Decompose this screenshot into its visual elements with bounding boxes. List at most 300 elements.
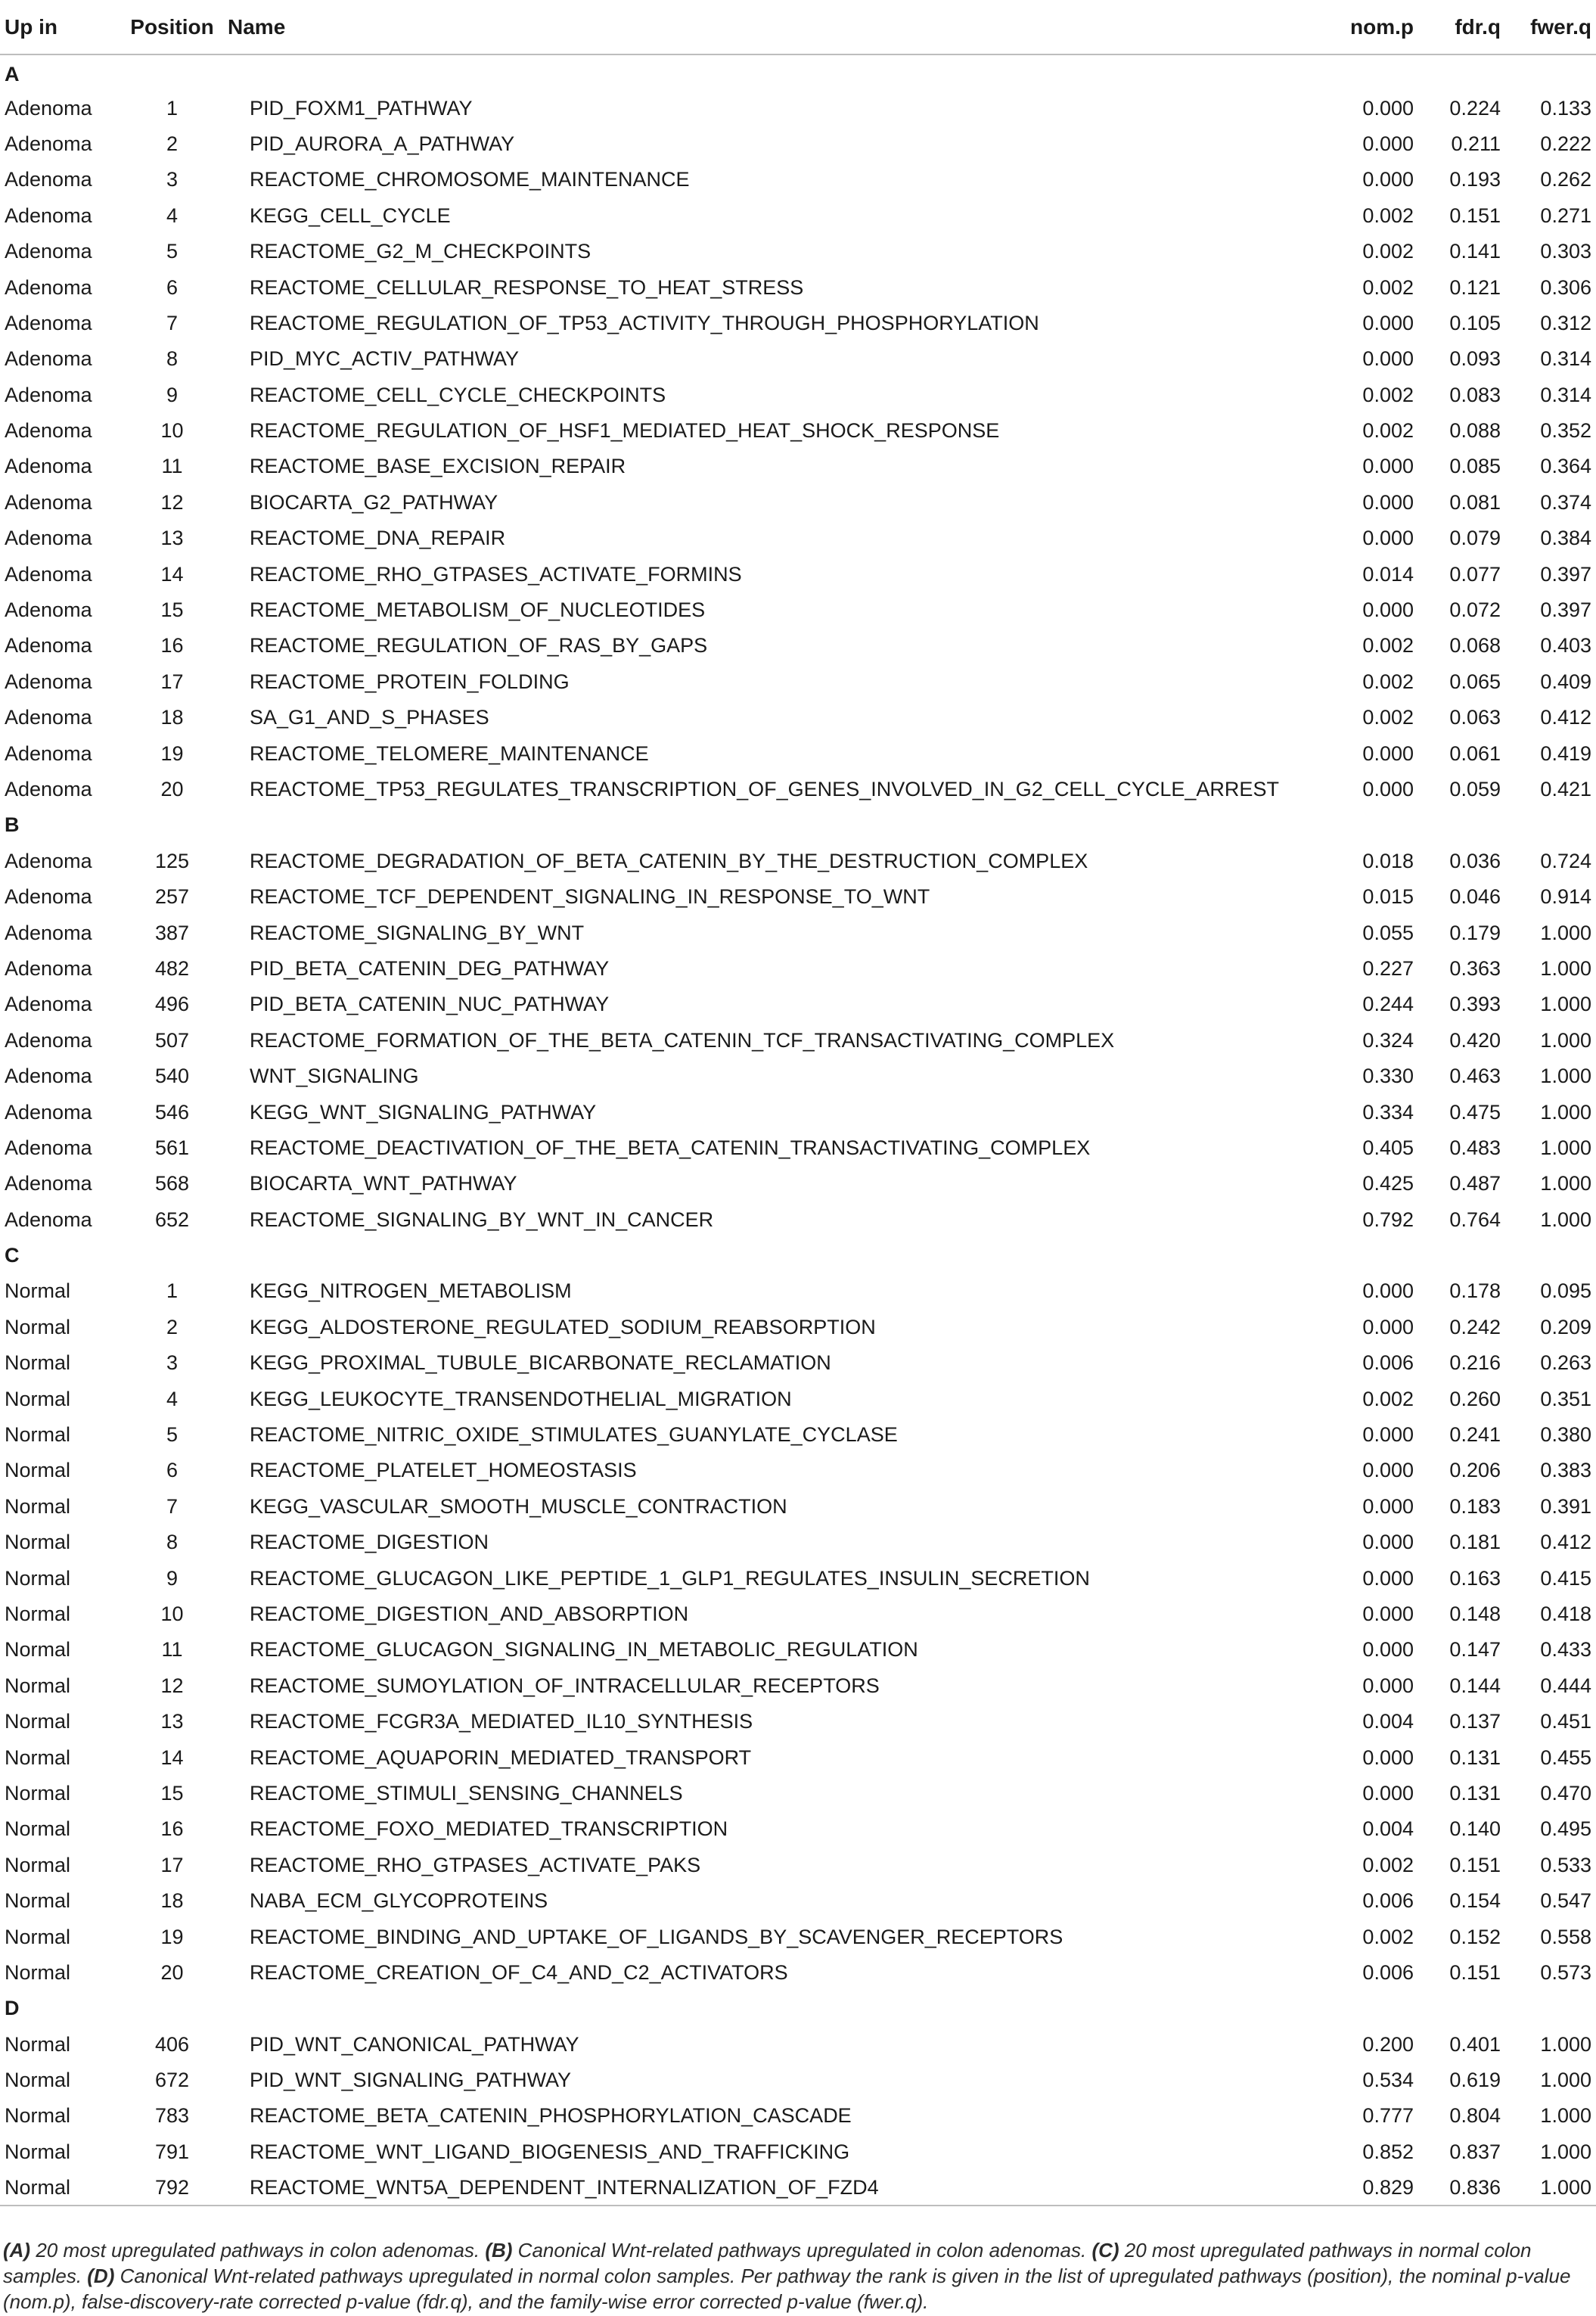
cell-name: REACTOME_PROTEIN_FOLDING [250, 670, 570, 693]
cell-position: 15 [160, 1781, 184, 1805]
cell-position: 7 [166, 1494, 179, 1518]
cell-name: REACTOME_FORMATION_OF_THE_BETA_CATENIN_TCF_TRANSACTIVATING_COMPLEX [250, 1028, 1115, 1052]
cell-name: REACTOME_GLUCAGON_LIKE_PEPTIDE_1_GLP1_REGULATES_INSULIN_SECRETION [250, 1566, 1090, 1590]
cell-up-in: Adenoma [5, 96, 92, 120]
cell-name: KEGG_ALDOSTERONE_REGULATED_SODIUM_REABSORPTION [250, 1315, 876, 1338]
table-row [0, 198, 1596, 234]
cell-nom-p: 0.792 [1362, 1208, 1414, 1231]
cell-position: 387 [154, 921, 190, 944]
table-row [0, 1560, 1596, 1596]
cell-up-in: Normal [5, 1746, 71, 1769]
cell-nom-p: 0.200 [1362, 2032, 1414, 2056]
table-row [0, 1704, 1596, 1739]
cell-fwer-q: 1.000 [1540, 956, 1591, 980]
cell-nom-p: 0.000 [1362, 1746, 1414, 1769]
cell-name: BIOCARTA_WNT_PATHWAY [250, 1172, 517, 1195]
cell-up-in: Adenoma [5, 885, 92, 909]
table-row [0, 449, 1596, 484]
cell-fdr-q: 0.072 [1449, 598, 1501, 622]
cell-up-in: Normal [5, 1423, 71, 1447]
cell-name: PID_FOXM1_PATHWAY [250, 96, 473, 120]
cell-position: 19 [160, 741, 184, 765]
cell-fwer-q: 0.314 [1540, 383, 1591, 406]
cell-name: BIOCARTA_G2_PATHWAY [250, 490, 498, 514]
cell-position: 3 [166, 168, 179, 191]
cell-position: 18 [160, 1889, 184, 1913]
cell-fdr-q: 0.063 [1449, 706, 1501, 729]
cell-fdr-q: 0.242 [1449, 1315, 1501, 1338]
cell-position: 13 [160, 1710, 184, 1733]
cell-fdr-q: 0.036 [1449, 849, 1501, 872]
cell-up-in: Normal [5, 1817, 71, 1841]
table-row [0, 1345, 1596, 1381]
header-fwer-q: fwer.q [1505, 0, 1596, 54]
table-row [0, 485, 1596, 521]
cell-nom-p: 0.405 [1362, 1136, 1414, 1159]
cell-fwer-q: 0.397 [1540, 562, 1591, 586]
cell-fwer-q: 0.419 [1540, 741, 1591, 765]
cell-fdr-q: 0.183 [1449, 1494, 1501, 1518]
cell-nom-p: 0.006 [1362, 1351, 1414, 1375]
cell-name: REACTOME_SIGNALING_BY_WNT_IN_CANCER [250, 1208, 714, 1231]
table-row [0, 1059, 1596, 1094]
cell-position: 17 [160, 670, 184, 693]
cell-up-in: Adenoma [5, 562, 92, 586]
header-nom-p: nom.p [1312, 0, 1418, 54]
cell-position: 1 [166, 96, 179, 120]
cell-fdr-q: 0.224 [1449, 96, 1501, 120]
cell-position: 10 [160, 419, 184, 443]
table-row [0, 700, 1596, 735]
cell-up-in: Adenoma [5, 778, 92, 800]
cell-nom-p: 0.000 [1362, 490, 1414, 514]
cell-fdr-q: 0.148 [1449, 1602, 1501, 1625]
cell-fdr-q: 0.105 [1449, 311, 1501, 334]
cell-position: 4 [166, 204, 179, 227]
cell-up-in: Normal [5, 1494, 71, 1518]
cell-fdr-q: 0.147 [1449, 1638, 1501, 1662]
cell-up-in: Adenoma [5, 1065, 92, 1088]
cell-nom-p: 0.244 [1362, 993, 1414, 1016]
cell-fwer-q: 0.421 [1540, 778, 1591, 800]
cell-fwer-q: 0.451 [1540, 1710, 1591, 1733]
cell-name: SA_G1_AND_S_PHASES [250, 706, 489, 729]
cell-name: REACTOME_REGULATION_OF_HSF1_MEDIATED_HEAT_SHOCK_RESPONSE [250, 419, 1000, 443]
cell-fwer-q: 1.000 [1540, 921, 1591, 944]
cell-fwer-q: 0.495 [1540, 1817, 1591, 1841]
table-row [0, 735, 1596, 771]
caption-text-c: 20 most upregulated pathways in normal colon samples. [3, 2239, 1532, 2287]
cell-nom-p: 0.000 [1362, 1459, 1414, 1482]
cell-name: REACTOME_NITRIC_OXIDE_STIMULATES_GUANYLATE_CYCLASE [250, 1423, 898, 1447]
section-label: B [5, 813, 20, 837]
cell-fwer-q: 0.374 [1540, 490, 1591, 514]
cell-nom-p: 0.002 [1362, 1925, 1414, 1948]
cell-up-in: Normal [5, 1710, 71, 1733]
cell-nom-p: 0.002 [1362, 240, 1414, 263]
cell-fwer-q: 0.558 [1540, 1925, 1591, 1948]
caption-text-d: Canonical Wnt-related pathways upregulated in normal colon samples. Per pathway the rank is given in the list of upregulated pathways (position), the nominal p-value (nom.p), false-discovery-rate corrected p-value (fdr.q), and the family-wise error corrected p-value (fwer.q). [3, 2265, 1571, 2313]
cell-name: REACTOME_CELLULAR_RESPONSE_TO_HEAT_STRESS [250, 275, 804, 299]
cell-fdr-q: 0.836 [1418, 2170, 1505, 2206]
cell-fwer-q: 0.409 [1540, 670, 1591, 693]
cell-nom-p: 0.002 [1362, 1853, 1414, 1876]
table-row [0, 1417, 1596, 1453]
cell-fwer-q: 0.383 [1540, 1459, 1591, 1482]
table-row [0, 1023, 1596, 1059]
table-header [0, 0, 1596, 54]
cell-name: PID_WNT_SIGNALING_PATHWAY [250, 2069, 572, 2092]
cell-position: 507 [154, 1028, 190, 1052]
table-row [0, 1094, 1596, 1130]
cell-fdr-q: 0.619 [1449, 2069, 1501, 2092]
cell-up-in: Normal [5, 1674, 71, 1697]
caption-text-a: 20 most upregulated pathways in colon adenomas. [30, 2239, 486, 2262]
cell-name: PID_BETA_CATENIN_DEG_PATHWAY [250, 956, 610, 980]
cell-name: KEGG_VASCULAR_SMOOTH_MUSCLE_CONTRACTION [250, 1494, 787, 1518]
cell-name: REACTOME_SIGNALING_BY_WNT [250, 921, 585, 944]
cell-fwer-q: 0.403 [1540, 634, 1591, 657]
cell-nom-p: 0.004 [1362, 1817, 1414, 1841]
cell-name: PID_AURORA_A_PATHWAY [250, 132, 515, 155]
cell-fdr-q: 0.059 [1449, 778, 1501, 800]
table-row [0, 1525, 1596, 1560]
cell-fwer-q: 0.352 [1540, 419, 1591, 443]
cell-fdr-q: 0.178 [1449, 1279, 1501, 1303]
cell-up-in: Adenoma [5, 311, 92, 334]
cell-nom-p: 0.014 [1362, 562, 1414, 586]
table-row [0, 162, 1596, 197]
cell-position: 6 [166, 1459, 179, 1482]
cell-fdr-q: 0.401 [1449, 2032, 1501, 2056]
cell-nom-p: 0.006 [1362, 1889, 1414, 1913]
cell-fwer-q: 0.364 [1540, 455, 1591, 478]
cell-fwer-q: 1.000 [1540, 1172, 1591, 1195]
cell-up-in: Normal [5, 1889, 71, 1913]
cell-nom-p: 0.000 [1362, 527, 1414, 550]
cell-fwer-q: 0.271 [1540, 204, 1591, 227]
cell-name: KEGG_LEUKOCYTE_TRANSENDOTHELIAL_MIGRATION [250, 1387, 792, 1410]
cell-name: REACTOME_RHO_GTPASES_ACTIVATE_FORMINS [250, 562, 742, 586]
cell-name: REACTOME_CHROMOSOME_MAINTENANCE [250, 168, 690, 191]
header-row [0, 0, 1596, 54]
cell-up-in: Adenoma [5, 490, 92, 514]
cell-fdr-q: 0.463 [1449, 1065, 1501, 1088]
table-row [0, 1166, 1596, 1202]
cell-name: KEGG_CELL_CYCLE [250, 204, 451, 227]
table-row [0, 556, 1596, 592]
cell-fwer-q: 0.351 [1540, 1387, 1591, 1410]
cell-name: REACTOME_WNT5A_DEPENDENT_INTERNALIZATION_OF_FZD4 [223, 2170, 1312, 2206]
cell-fdr-q: 0.081 [1449, 490, 1501, 514]
table-row [0, 628, 1596, 664]
table-row [0, 951, 1596, 987]
cell-nom-p: 0.002 [1362, 204, 1414, 227]
cell-nom-p: 0.334 [1362, 1100, 1414, 1124]
cell-position: 16 [160, 634, 184, 657]
cell-position: 13 [160, 527, 184, 550]
cell-nom-p: 0.002 [1362, 275, 1414, 299]
cell-fwer-q: 0.724 [1540, 849, 1591, 872]
cell-up-in: Normal [5, 1531, 71, 1554]
cell-position: 540 [154, 1065, 190, 1088]
cell-name: REACTOME_CREATION_OF_C4_AND_C2_ACTIVATORS [250, 1960, 788, 1984]
cell-fdr-q: 0.487 [1449, 1172, 1501, 1195]
cell-fdr-q: 0.181 [1449, 1531, 1501, 1554]
caption-label-d: (D) [87, 2265, 115, 2287]
cell-nom-p: 0.425 [1362, 1172, 1414, 1195]
cell-position: 4 [166, 1387, 179, 1410]
cell-nom-p: 0.000 [1362, 1315, 1414, 1338]
cell-name: REACTOME_WNT_LIGAND_BIOGENESIS_AND_TRAFFICKING [250, 2140, 850, 2163]
cell-up-in: Adenoma [5, 921, 92, 944]
cell-name: REACTOME_GLUCAGON_SIGNALING_IN_METABOLIC_REGULATION [250, 1638, 918, 1662]
cell-up-in: Normal [5, 1602, 71, 1625]
cell-name: REACTOME_REGULATION_OF_TP53_ACTIVITY_THROUGH_PHOSPHORYLATION [250, 311, 1039, 334]
cell-position: 12 [160, 490, 184, 514]
cell-fdr-q: 0.140 [1449, 1817, 1501, 1841]
cell-up-in: Normal [5, 1853, 71, 1876]
cell-fdr-q: 0.137 [1449, 1710, 1501, 1733]
table-row [0, 1130, 1596, 1166]
table-body [0, 54, 1596, 2206]
cell-up-in: Adenoma [5, 706, 92, 729]
cell-name: REACTOME_AQUAPORIN_MEDIATED_TRANSPORT [250, 1746, 752, 1769]
caption-text-b: Canonical Wnt-related pathways upregulated in colon adenomas. [512, 2239, 1092, 2262]
cell-name: REACTOME_DIGESTION [250, 1531, 489, 1554]
cell-name: REACTOME_BETA_CATENIN_PHOSPHORYLATION_CASCADE [250, 2104, 852, 2128]
cell-nom-p: 0.000 [1362, 311, 1414, 334]
cell-up-in: Normal [5, 1351, 71, 1375]
cell-fdr-q: 0.393 [1449, 993, 1501, 1016]
header-position: Position [121, 0, 223, 54]
cell-fdr-q: 0.260 [1449, 1387, 1501, 1410]
table-row [0, 521, 1596, 556]
cell-fwer-q: 1.000 [1540, 1065, 1591, 1088]
section-label: D [5, 1997, 20, 2020]
cell-fwer-q: 0.397 [1540, 598, 1591, 622]
cell-position: 16 [160, 1817, 184, 1841]
cell-fdr-q: 0.077 [1449, 562, 1501, 586]
cell-nom-p: 0.000 [1362, 1674, 1414, 1697]
cell-position: 5 [166, 1423, 179, 1447]
cell-fwer-q: 0.306 [1540, 275, 1591, 299]
table-row [0, 592, 1596, 628]
cell-nom-p: 0.002 [1362, 1387, 1414, 1410]
cell-fwer-q: 1.000 [1540, 993, 1591, 1016]
header-name: Name [223, 0, 1312, 54]
cell-position: 792 [121, 2170, 223, 2206]
cell-up-in: Normal [5, 1315, 71, 1338]
cell-name: REACTOME_REGULATION_OF_RAS_BY_GAPS [250, 634, 708, 657]
cell-fdr-q: 0.241 [1449, 1423, 1501, 1447]
cell-fdr-q: 0.151 [1449, 204, 1501, 227]
cell-fdr-q: 0.151 [1449, 1853, 1501, 1876]
cell-fdr-q: 0.216 [1449, 1351, 1501, 1375]
cell-position: 14 [160, 1746, 184, 1769]
table-row [0, 844, 1596, 879]
cell-nom-p: 0.324 [1362, 1028, 1414, 1052]
cell-position: 19 [160, 1925, 184, 1948]
cell-fwer-q: 0.573 [1540, 1960, 1591, 1984]
cell-name: REACTOME_DIGESTION_AND_ABSORPTION [250, 1602, 689, 1625]
table-row [0, 126, 1596, 162]
cell-fwer-q: 0.914 [1540, 885, 1591, 909]
cell-position: 2 [166, 1315, 179, 1338]
table-row [0, 306, 1596, 341]
cell-name: REACTOME_TP53_REGULATES_TRANSCRIPTION_OF_GENES_INVOLVED_IN_G2_CELL_CYCLE_ARREST [250, 778, 1279, 800]
cell-up-in: Adenoma [5, 849, 92, 872]
cell-up-in: Adenoma [5, 419, 92, 443]
cell-fwer-q: 0.095 [1540, 1279, 1591, 1303]
cell-nom-p: 0.000 [1362, 741, 1414, 765]
cell-name: REACTOME_STIMULI_SENSING_CHANNELS [250, 1781, 683, 1805]
table-row [0, 987, 1596, 1022]
cell-nom-p: 0.004 [1362, 1710, 1414, 1733]
cell-up-in: Normal [5, 2032, 71, 2056]
cell-fwer-q: 0.455 [1540, 1746, 1591, 1769]
cell-name: NABA_ECM_GLYCOPROTEINS [250, 1889, 548, 1913]
cell-up-in: Adenoma [5, 634, 92, 657]
cell-fdr-q: 0.837 [1449, 2140, 1501, 2163]
cell-up-in: Adenoma [5, 275, 92, 299]
cell-nom-p: 0.002 [1362, 419, 1414, 443]
cell-nom-p: 0.002 [1362, 634, 1414, 657]
table-caption [3, 2237, 1588, 2314]
cell-up-in: Adenoma [5, 132, 92, 155]
cell-nom-p: 0.000 [1362, 598, 1414, 622]
cell-nom-p: 0.330 [1362, 1065, 1414, 1088]
cell-nom-p: 0.018 [1362, 849, 1414, 872]
cell-name: REACTOME_TCF_DEPENDENT_SIGNALING_IN_RESPONSE_TO_WNT [250, 885, 930, 909]
cell-nom-p: 0.000 [1362, 1423, 1414, 1447]
cell-fwer-q: 0.391 [1540, 1494, 1591, 1518]
cell-nom-p: 0.000 [1362, 132, 1414, 155]
cell-nom-p: 0.002 [1362, 706, 1414, 729]
cell-position: 496 [154, 993, 190, 1016]
cell-fdr-q: 0.163 [1449, 1566, 1501, 1590]
table-row [0, 1848, 1596, 1883]
cell-up-in: Adenoma [5, 598, 92, 622]
cell-position: 9 [166, 1566, 179, 1590]
cell-fdr-q: 0.065 [1449, 670, 1501, 693]
cell-up-in: Adenoma [5, 455, 92, 478]
cell-up-in: Adenoma [5, 1208, 92, 1231]
cell-fdr-q: 0.141 [1449, 240, 1501, 263]
cell-fwer-q: 0.222 [1540, 132, 1591, 155]
table-row [0, 1668, 1596, 1704]
table-row [0, 234, 1596, 269]
table-row [0, 341, 1596, 377]
cell-nom-p: 0.000 [1362, 1602, 1414, 1625]
cell-nom-p: 0.000 [1362, 1638, 1414, 1662]
cell-name: WNT_SIGNALING [250, 1065, 419, 1088]
cell-position: 7 [166, 311, 179, 334]
cell-nom-p: 0.000 [1362, 168, 1414, 191]
cell-fdr-q: 0.483 [1449, 1136, 1501, 1159]
caption-label-c: (C) [1091, 2239, 1119, 2262]
cell-fdr-q: 0.068 [1449, 634, 1501, 657]
caption-label-b: (B) [485, 2239, 513, 2262]
cell-up-in: Adenoma [5, 1100, 92, 1124]
cell-name: PID_MYC_ACTIV_PATHWAY [250, 347, 520, 371]
cell-up-in: Normal [5, 1960, 71, 1984]
cell-up-in: Adenoma [5, 956, 92, 980]
cell-name: REACTOME_DEACTIVATION_OF_THE_BETA_CATENIN_TRANSACTIVATING_COMPLEX [250, 1136, 1091, 1159]
table-row [0, 1776, 1596, 1811]
cell-fdr-q: 0.420 [1449, 1028, 1501, 1052]
cell-nom-p: 0.000 [1362, 778, 1414, 800]
cell-name: REACTOME_TELOMERE_MAINTENANCE [250, 741, 649, 765]
cell-fdr-q: 0.193 [1449, 168, 1501, 191]
cell-name: REACTOME_FCGR3A_MEDIATED_IL10_SYNTHESIS [250, 1710, 753, 1733]
cell-up-in: Normal [5, 2104, 71, 2128]
cell-fdr-q: 0.211 [1451, 132, 1501, 155]
cell-nom-p: 0.777 [1362, 2104, 1414, 2128]
cell-up-in: Adenoma [5, 993, 92, 1016]
cell-up-in: Adenoma [5, 527, 92, 550]
cell-name: REACTOME_BASE_EXCISION_REPAIR [250, 455, 626, 478]
cell-fdr-q: 0.093 [1449, 347, 1501, 371]
cell-name: KEGG_NITROGEN_METABOLISM [250, 1279, 572, 1303]
table-row [0, 2170, 1596, 2206]
cell-fwer-q: 0.444 [1540, 1674, 1591, 1697]
cell-fwer-q: 1.000 [1540, 2140, 1591, 2163]
cell-fwer-q: 1.000 [1540, 2104, 1591, 2128]
cell-fwer-q: 0.133 [1540, 96, 1591, 120]
cell-up-in: Normal [5, 1638, 71, 1662]
table-row [0, 1739, 1596, 1775]
cell-fwer-q: 1.000 [1540, 1208, 1591, 1231]
cell-nom-p: 0.000 [1362, 1781, 1414, 1805]
section-label: C [5, 1244, 20, 1267]
cell-up-in: Normal [5, 1781, 71, 1805]
table-row [0, 1381, 1596, 1416]
cell-fdr-q: 0.154 [1449, 1889, 1501, 1913]
cell-position: 11 [161, 1638, 183, 1662]
cell-up-in: Normal [5, 1925, 71, 1948]
cell-fwer-q: 1.000 [1540, 1100, 1591, 1124]
cell-fwer-q: 0.415 [1540, 1566, 1591, 1590]
table-row [0, 1453, 1596, 1488]
cell-fdr-q: 0.083 [1449, 383, 1501, 406]
cell-fdr-q: 0.804 [1449, 2104, 1501, 2128]
cell-nom-p: 0.534 [1362, 2069, 1414, 2092]
table-row [0, 2098, 1596, 2134]
cell-fwer-q: 0.314 [1540, 347, 1591, 371]
cell-fwer-q: 0.547 [1540, 1889, 1591, 1913]
cell-position: 561 [154, 1136, 190, 1159]
cell-fdr-q: 0.144 [1449, 1674, 1501, 1697]
cell-nom-p: 0.000 [1362, 1566, 1414, 1590]
cell-position: 9 [166, 383, 179, 406]
table-row [0, 664, 1596, 700]
cell-name: KEGG_PROXIMAL_TUBULE_BICARBONATE_RECLAMATION [250, 1351, 831, 1375]
cell-name: REACTOME_CELL_CYCLE_CHECKPOINTS [250, 383, 666, 406]
cell-name: REACTOME_PLATELET_HOMEOSTASIS [250, 1459, 637, 1482]
cell-fdr-q: 0.061 [1449, 741, 1501, 765]
section-label: A [5, 62, 20, 85]
cell-fdr-q: 0.152 [1449, 1925, 1501, 1948]
cell-fwer-q: 1.000 [1540, 1136, 1591, 1159]
cell-position: 17 [160, 1853, 184, 1876]
cell-nom-p: 0.015 [1362, 885, 1414, 909]
table-row [0, 90, 1596, 126]
table-row [0, 1489, 1596, 1525]
cell-position: 1 [166, 1279, 179, 1303]
cell-position: 546 [154, 1100, 190, 1124]
cell-fdr-q: 0.131 [1449, 1746, 1501, 1769]
